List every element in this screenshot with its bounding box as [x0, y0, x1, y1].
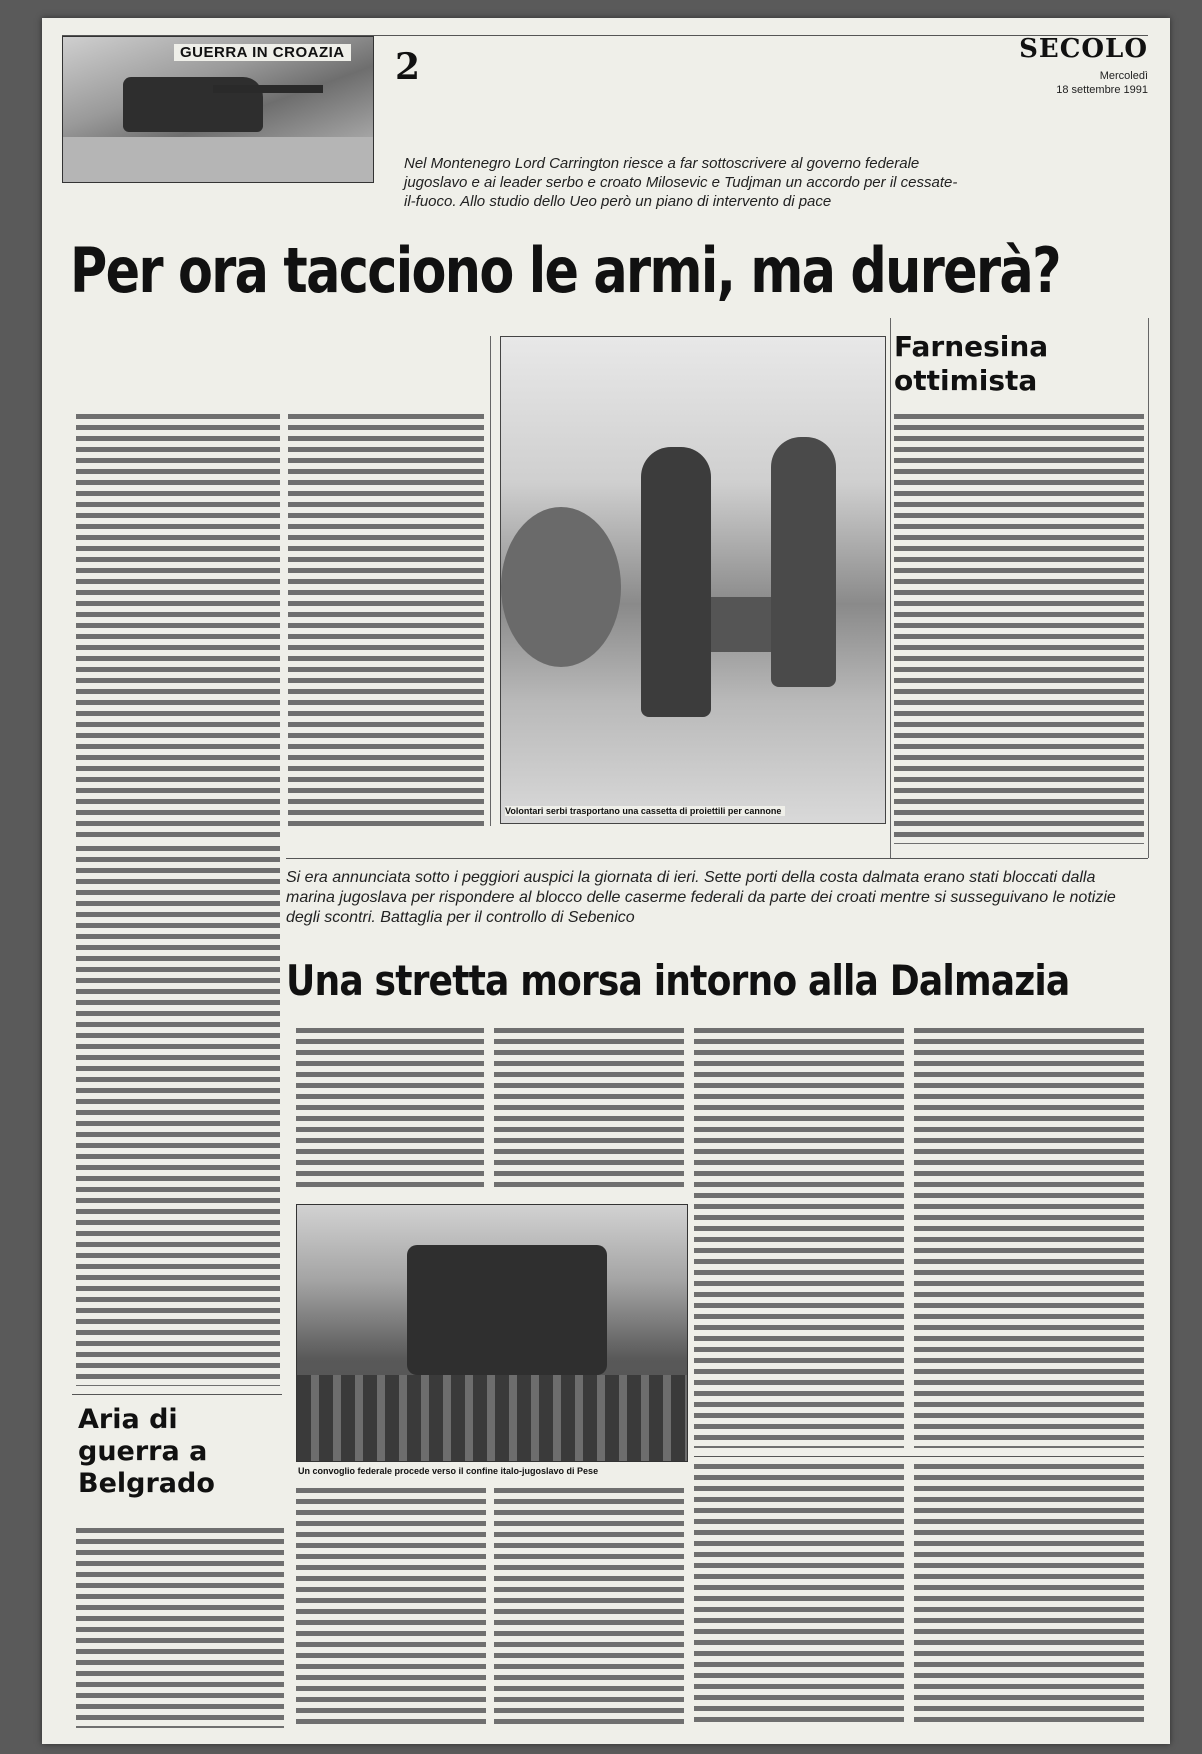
second-photo-caption: Un convoglio federale procede verso il confine italo-jugoslavo di Pese: [298, 1466, 599, 1476]
photo-truck: [407, 1245, 607, 1375]
top-rule: [62, 35, 1148, 36]
photo-figure: [771, 437, 836, 687]
photo-figure: [641, 447, 711, 717]
photo-crowd: [297, 1375, 687, 1461]
column-divider: [1148, 318, 1149, 858]
lead-photo: [500, 336, 886, 824]
sidebar-text-column: [894, 414, 1144, 844]
lead-text-column-1: [76, 414, 280, 838]
box-text-column-1: [76, 1528, 284, 1728]
lead-deck: Nel Montenegro Lord Carrington riesce a far sottoscrivere al governo federale jugoslavo e ai leader serbo e croato Milosevic e Tudjman un accordo per il cessate-il-fuoco. Allo studio dello Ueo però un piano di intervento di pace: [404, 155, 958, 210]
box-top-rule: [72, 1394, 282, 1395]
box-text-column-3: [494, 1488, 684, 1728]
newspaper-page: [42, 18, 1170, 1744]
column-divider: [490, 336, 491, 826]
sidebar-headline: Farnesina ottimista: [894, 330, 1049, 397]
story-separator: [286, 858, 1148, 859]
page-number: 2: [395, 46, 421, 88]
lead-headline: Per ora tacciono le armi, ma durerà?: [70, 234, 1060, 307]
second-photo: [296, 1204, 688, 1462]
box-text-column-4: [694, 1464, 904, 1728]
box-text-column-2: [296, 1488, 486, 1728]
tank-gun: [213, 85, 323, 93]
second-text-column-2: [494, 1028, 684, 1192]
second-story-rule: [694, 1456, 1144, 1457]
box-headline: Aria di guerra a Belgrado: [78, 1404, 215, 1499]
column-divider: [890, 318, 891, 858]
second-text-column-3: [694, 1028, 904, 1448]
second-deck: Si era annunciata sotto i peggiori auspici la giornata di ieri. Sette porti della costa dalmata erano stati bloccati dalla marina jugoslava per rispondere al blocco delle caserme federali da parte dei croati mentre si susseguivano le notizie degli scontri. Battaglia per il controllo di Sebenico: [286, 869, 1116, 926]
lead-photo-caption: Volontari serbi trasportano una cassetta di proiettili per cannone: [505, 806, 785, 816]
box-text-column-5: [914, 1464, 1144, 1728]
section-label: GUERRA IN CROAZIA: [174, 44, 351, 61]
masthead: SECOLO: [1019, 34, 1148, 64]
lead-text-column-2: [288, 414, 484, 826]
photo-bush: [501, 507, 621, 667]
dateline-date: 18 settembre 1991: [1056, 84, 1148, 96]
dateline-day: Mercoledì: [1099, 70, 1148, 82]
second-headline: Una stretta morsa intorno alla Dalmazia: [286, 956, 1070, 1005]
lead-text-column-1-cont: [76, 846, 280, 1386]
second-text-column-1: [296, 1028, 484, 1192]
second-text-column-4: [914, 1028, 1144, 1448]
photo-ground: [63, 137, 373, 182]
